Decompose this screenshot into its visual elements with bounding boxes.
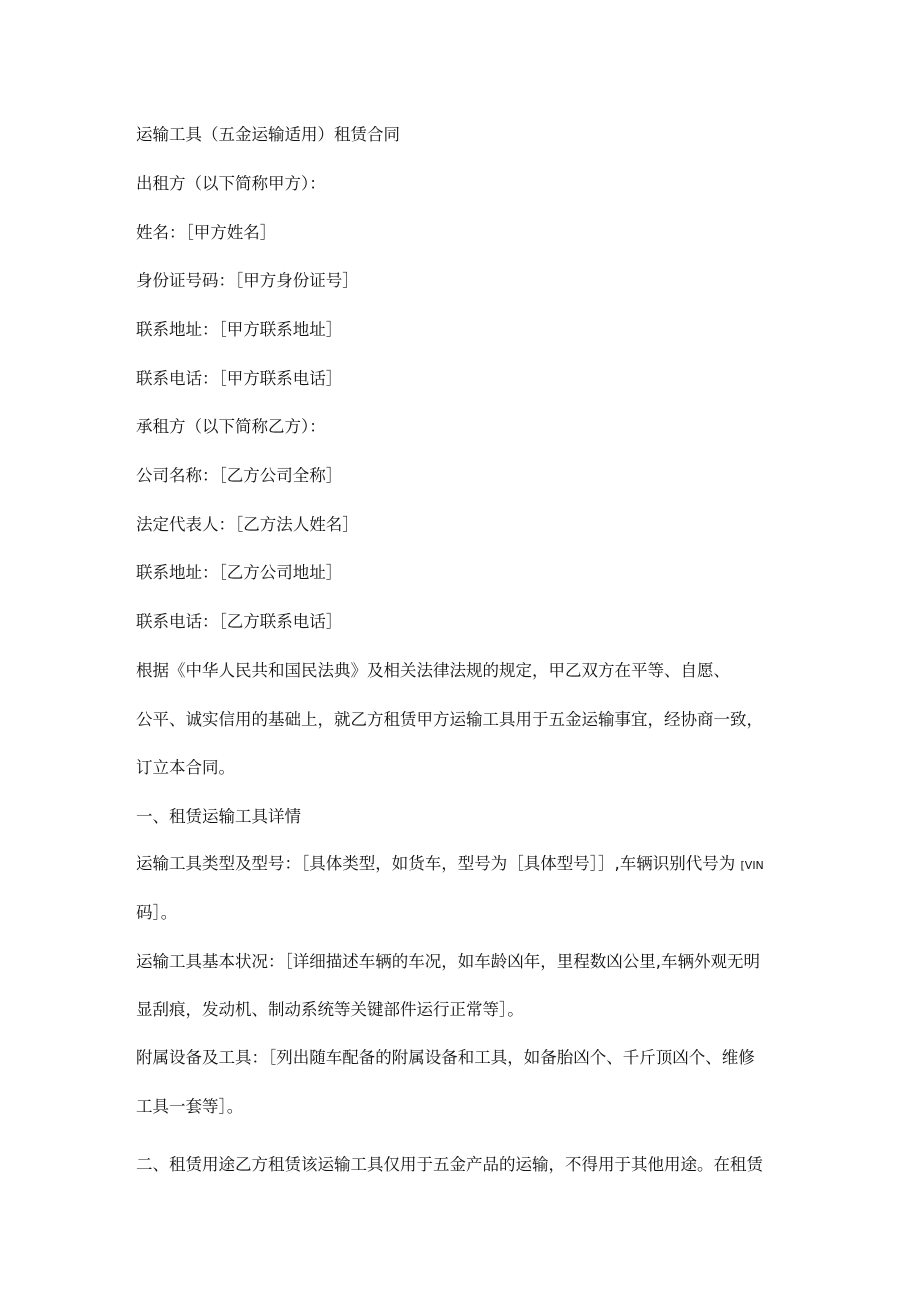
lessee-address: 联系地址：［乙方公司地址］ <box>136 563 343 582</box>
vehicle-type-line <box>136 853 764 877</box>
section-1-heading: 一、租赁运输工具详情 <box>136 807 301 826</box>
vehicle-type-continuation: 码］。 <box>136 903 178 922</box>
contract-title: 运输工具（五金运输适用）租赁合同 <box>136 125 400 144</box>
vehicle-status-line-2: 显刮痕，发动机、制动系统等关键部件运行正常等］。 <box>136 1000 524 1019</box>
preamble-line-2: 公平、诚实信用的基础上，就乙方租赁甲方运输工具用于五金运输事宜，经协商一致， <box>136 710 763 729</box>
lessor-phone: 联系电话：［甲方联系电话］ <box>136 369 343 388</box>
lessee-representative: 法定代表人：［乙方法人姓名］ <box>136 515 359 534</box>
accessories-line-1: 附属设备及工具：［列出随车配备的附属设备和工具，如备胎凶个、千斤顶凶个、维修 <box>136 1048 755 1067</box>
lessor-address: 联系地址：［甲方联系地址］ <box>136 320 343 339</box>
lessee-heading: 承租方（以下简称乙方）： <box>136 417 326 436</box>
lessee-phone: 联系电话：［乙方联系电话］ <box>136 612 343 631</box>
lessor-name: 姓名：［甲方姓名］ <box>136 223 277 242</box>
preamble-line-3: 订立本合同。 <box>136 758 235 777</box>
vehicle-status-line-1: 运输工具基本状况：［详细描述车辆的车况，如车龄凶年，里程数凶公里,车辆外观无明 <box>136 952 760 971</box>
preamble-line-1: 根据《中华人民共和国民法典》及相关法律法规的规定，甲乙双方在平等、自愿、 <box>136 661 730 680</box>
lessor-heading: 出租方（以下简称甲方）： <box>136 174 326 193</box>
section-2-line-1: 二、租赁用途乙方租赁该运输工具仅用于五金产品的运输，不得用于其他用途。在租赁 <box>136 1155 763 1174</box>
lessee-company: 公司名称：［乙方公司全称］ <box>136 466 343 485</box>
vehicle-type-text: 运输工具类型及型号：［具体类型，如货车，型号为［具体型号］］,车辆识别代号为 <box>136 854 736 873</box>
accessories-line-2: 工具一套等］。 <box>136 1097 244 1116</box>
vin-bracket: [VIN <box>740 859 764 872</box>
lessor-id: 身份证号码：［甲方身份证号］ <box>136 271 359 290</box>
